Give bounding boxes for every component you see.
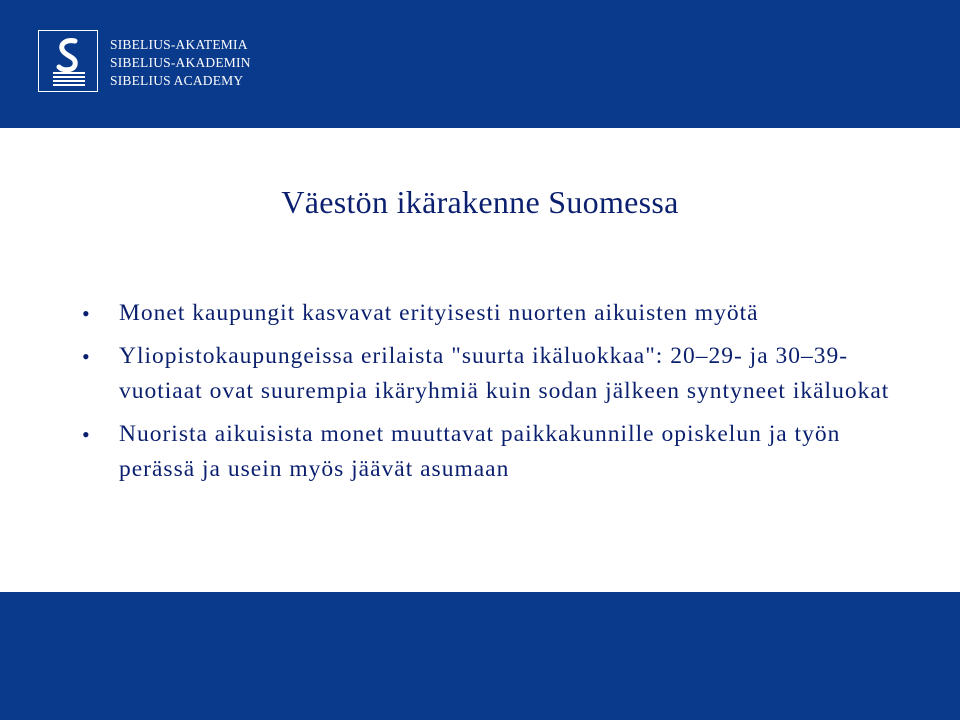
bullet-text: Monet kaupungit kasvavat erityisesti nuorten aikuisten myötä xyxy=(119,300,759,326)
footer-band xyxy=(0,592,960,720)
bullet-text: Yliopistokaupungeissa erilaista "suurta ikäluokkaa": 20–29- ja 30–39-vuotiaat ovat suurempia ikäryhmiä kuin sodan jälkeen syntyneet ikäluokat xyxy=(119,343,890,404)
logo-line-en: SIBELIUS ACADEMY xyxy=(110,73,244,88)
bullet-text: Nuorista aikuisista monet muuttavat paikkakunnille opiskelun ja työn perässä ja usein myös jäävät asumaan xyxy=(119,421,841,482)
bullet-item xyxy=(82,296,922,331)
slide-title: Väestön ikärakenne Suomessa xyxy=(281,184,679,220)
logo-line-fi: SIBELIUS-AKATEMIA xyxy=(110,37,248,52)
bullet-dot-icon: • xyxy=(82,301,91,326)
swan-logo-icon xyxy=(38,30,98,92)
bullet-dot-icon: • xyxy=(82,422,91,447)
bullet-list xyxy=(82,296,922,495)
bullet-item xyxy=(82,339,922,409)
logo-line-sv: SIBELIUS-AKADEMIN xyxy=(110,55,251,70)
bullet-dot-icon: • xyxy=(82,344,91,369)
bullet-item xyxy=(82,417,922,487)
header-band xyxy=(0,0,960,128)
logo-wordmark xyxy=(110,36,251,90)
